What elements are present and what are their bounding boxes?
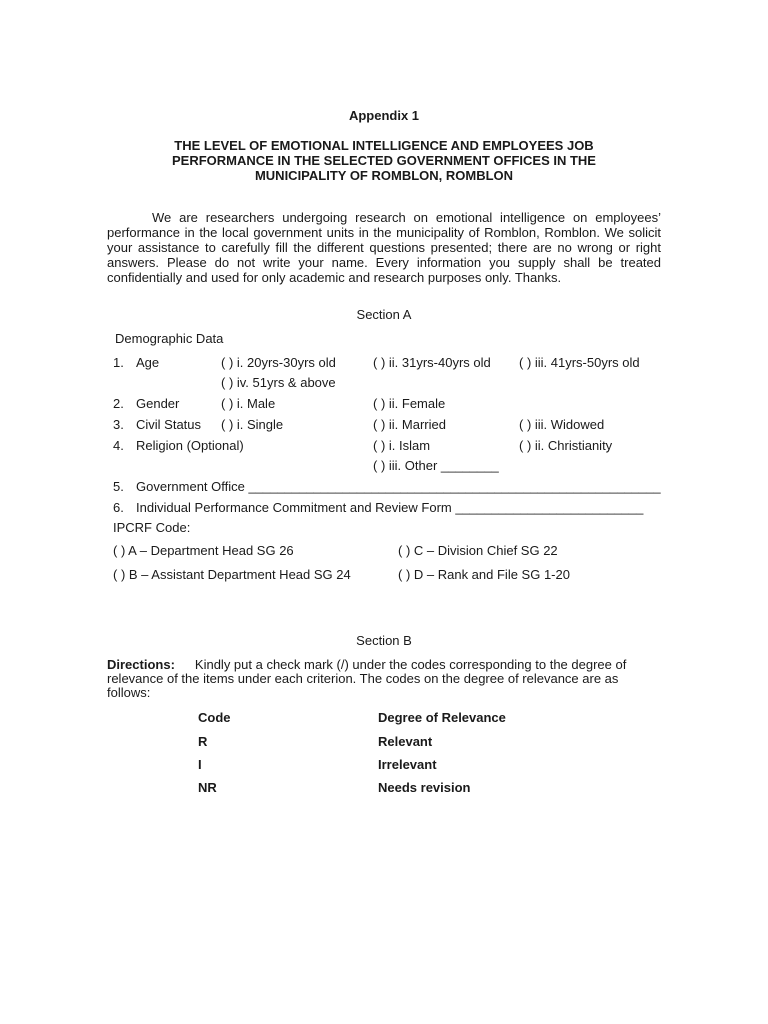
- gender-option-female[interactable]: ( ) ii. Female: [373, 396, 446, 411]
- directions-label: Directions:: [107, 657, 175, 672]
- item-number: 5.: [113, 479, 124, 494]
- religion-option-christianity[interactable]: ( ) ii. Christianity: [519, 438, 613, 453]
- table-row-code: I: [198, 757, 202, 772]
- civil-option-widowed[interactable]: ( ) iii. Widowed: [519, 417, 605, 432]
- gender-label: Gender: [136, 396, 180, 411]
- gender-option-male[interactable]: ( ) i. Male: [221, 396, 276, 411]
- ipcrf-option-b[interactable]: ( ) B – Assistant Department Head SG 24: [113, 567, 351, 582]
- religion-option-other[interactable]: ( ) iii. Other ________: [373, 458, 499, 473]
- religion-label: Religion (Optional): [136, 438, 244, 453]
- ipcrf-code-label: IPCRF Code:: [113, 520, 191, 535]
- ipcrf-option-c[interactable]: ( ) C – Division Chief SG 22: [398, 543, 558, 558]
- government-office-field[interactable]: Government Office _________________________________________________________: [136, 479, 661, 494]
- table-header-degree: Degree of Relevance: [378, 710, 506, 725]
- title-line-3: MUNICIPALITY OF ROMBLON, ROMBLON: [254, 168, 514, 183]
- ipcrf-option-a[interactable]: ( ) A – Department Head SG 26: [113, 543, 294, 558]
- item-number: 2.: [113, 396, 124, 411]
- ipcrf-option-d[interactable]: ( ) D – Rank and File SG 1-20: [398, 567, 570, 582]
- title-line-2: PERFORMANCE IN THE SELECTED GOVERNMENT OFFICES IN THE: [172, 153, 596, 168]
- intro-paragraph: [107, 210, 661, 285]
- appendix-label: Appendix 1: [348, 108, 420, 123]
- item-number: 3.: [113, 417, 124, 432]
- demographic-heading: Demographic Data: [115, 331, 224, 346]
- directions-text: Kindly put a check mark (/) under the codes corresponding to the degree of relevance of the items under each criterion. The codes on the degree of relevance are as follows:: [107, 657, 627, 700]
- section-b-heading: Section B: [356, 633, 412, 648]
- age-label: Age: [136, 355, 160, 370]
- section-a-heading: Section A: [356, 307, 412, 322]
- table-row-degree: Irrelevant: [378, 757, 437, 772]
- age-option-2[interactable]: ( ) ii. 31yrs-40yrs old: [373, 355, 491, 370]
- civil-option-single[interactable]: ( ) i. Single: [221, 417, 284, 432]
- civil-option-married[interactable]: ( ) ii. Married: [373, 417, 446, 432]
- civil-status-label: Civil Status: [136, 417, 202, 432]
- religion-option-islam[interactable]: ( ) i. Islam: [373, 438, 431, 453]
- table-row-code: NR: [198, 780, 217, 795]
- intro-text: We are researchers undergoing research on emotional intelligence on employees’ performance in the local government units in the municipality of Romblon, Romblon. We solicit your assistance to carefully fill the different questions presented; there are no wrong or right answers. Please do not write your name. Every information you supply shall be treated confidentially and used for only academic and research purposes only. Thanks.: [107, 210, 661, 285]
- title-line-1: THE LEVEL OF EMOTIONAL INTELLIGENCE AND EMPLOYEES JOB: [174, 138, 594, 153]
- age-option-1[interactable]: ( ) i. 20yrs-30yrs old: [221, 355, 336, 370]
- table-row-code: R: [198, 734, 208, 749]
- item-number: 6.: [113, 500, 124, 515]
- table-row-degree: Needs revision: [378, 780, 471, 795]
- item-number: 4.: [113, 438, 124, 453]
- age-option-4[interactable]: ( ) iv. 51yrs & above: [221, 375, 336, 390]
- ipcrf-form-field[interactable]: Individual Performance Commitment and Review Form __________________________: [136, 500, 644, 515]
- directions: [107, 658, 663, 700]
- table-row-degree: Relevant: [378, 734, 433, 749]
- table-header-code: Code: [198, 710, 231, 725]
- age-option-3[interactable]: ( ) iii. 41yrs-50yrs old: [519, 355, 640, 370]
- item-number: 1.: [113, 355, 124, 370]
